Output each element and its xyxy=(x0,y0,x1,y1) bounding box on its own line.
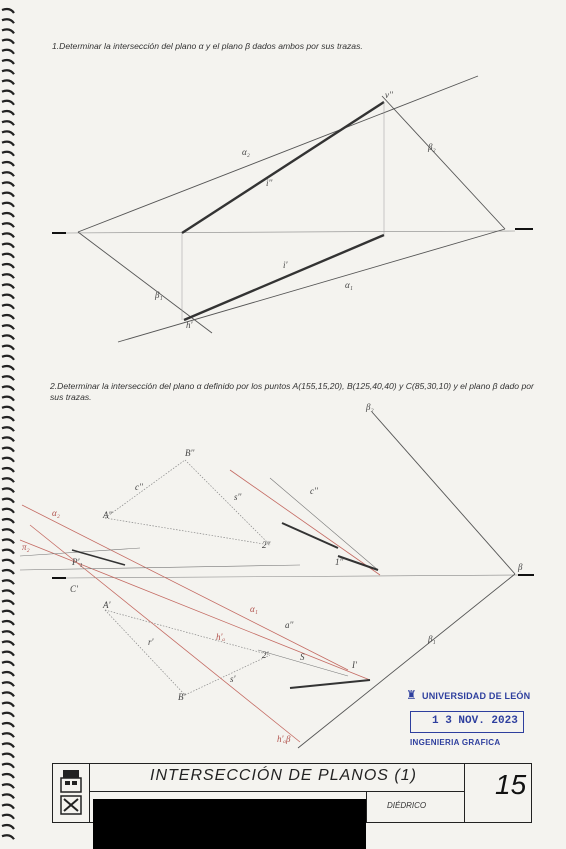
label-p1: P'₁ xyxy=(72,557,83,567)
label-alpha-1: α₁ xyxy=(345,280,353,290)
intersection-vertical-projection xyxy=(182,102,384,233)
label-2-double-prime: 2'' xyxy=(262,540,271,550)
label-i-prime-2: I' xyxy=(352,660,357,670)
title-block xyxy=(52,763,532,823)
label-r-prime: r' xyxy=(148,637,154,647)
label-s-prime: s' xyxy=(230,674,236,684)
coat-of-arms-icon xyxy=(53,764,89,822)
intersection-horizontal-projection xyxy=(184,235,384,320)
intersection-segment-vertical xyxy=(282,523,338,548)
ground-line-2 xyxy=(66,575,518,578)
label-b-prime: B' xyxy=(178,692,186,702)
label-h-alpha: h'ₐ xyxy=(216,632,226,642)
label-beta-1b: β₁ xyxy=(428,634,436,644)
label-1-prime: 1'' xyxy=(335,557,344,567)
label-beta-right: β xyxy=(518,562,523,572)
label-c-double-prime: c'' xyxy=(135,482,143,492)
label-h-prime: h' xyxy=(186,320,193,330)
label-i-prime: i' xyxy=(283,260,288,270)
label-i-double-prime: i'' xyxy=(266,178,273,188)
label-a-prime: A' xyxy=(103,600,111,610)
beta-2-vertical-trace xyxy=(372,412,515,574)
intersection-segment-2 xyxy=(338,556,378,570)
redacted-student-info xyxy=(93,799,366,849)
problem-2-statement: 2.Determinar la intersección del plano α definido por los puntos A(155,15,20), B(125,40,40) y C(85,30,10) y el plano β dado por sus trazas. xyxy=(50,381,534,402)
alpha-vertical-trace xyxy=(78,76,478,232)
university-stamp xyxy=(402,688,542,760)
problem-1-labels xyxy=(154,90,436,330)
label-s-double-prime: s'' xyxy=(234,492,242,502)
label-pi-2: π₂ xyxy=(22,542,30,552)
label-alpha-2b: α₂ xyxy=(52,508,60,518)
beta-vertical-trace xyxy=(382,96,505,229)
label-v-prime: v'' xyxy=(385,90,393,100)
auxiliary-planes xyxy=(20,470,380,742)
system-cell xyxy=(366,791,465,822)
label-h-beta: h'ₐβ xyxy=(277,734,291,744)
label-a-double-prime: A'' xyxy=(103,510,113,520)
sheet-number-cell xyxy=(464,764,532,822)
label-beta-2b: β₂ xyxy=(366,402,374,412)
problem-1-statement: 1.Determinar la intersección del plano α y el plano β dados ambos por sus trazas. xyxy=(52,41,363,51)
label-alpha-2: α₂ xyxy=(242,147,250,157)
stamp-institution: UNIVERSIDAD DE LEÓN xyxy=(422,691,531,701)
label-b-double-prime: B'' xyxy=(185,448,195,458)
label-c-prime: C' xyxy=(70,584,78,594)
drawing-title: INTERSECCIÓN DE PLANOS (1) xyxy=(150,767,417,784)
label-s-label: S xyxy=(300,652,305,662)
triangle-horizontal-projection xyxy=(105,610,270,695)
sheet-number: 15 xyxy=(495,769,527,800)
ground-line xyxy=(66,231,515,233)
label-beta-1: β₁ xyxy=(155,290,163,300)
projection-system: DIÉDRICO xyxy=(387,801,427,810)
problem-1-diagram xyxy=(52,76,533,342)
stamp-date: 1 3 NOV. 2023 xyxy=(432,715,518,727)
label-alpha-1: α₁ xyxy=(250,604,258,614)
triangle-vertical-projection xyxy=(105,460,270,545)
stamp-department: INGENIERIA GRAFICA xyxy=(410,738,501,747)
intersection-segment-horizontal xyxy=(290,680,370,688)
label-beta-2: β₂ xyxy=(428,142,436,152)
label-2-prime: 2' xyxy=(262,650,269,660)
crest-cell xyxy=(53,764,90,822)
beta-horizontal-trace xyxy=(118,229,505,342)
title-cell xyxy=(90,764,464,792)
university-crest-icon: ♜ xyxy=(406,688,417,702)
label-c-double-prime-2: c'' xyxy=(310,486,318,496)
label-a-prime-2: a'' xyxy=(285,620,294,630)
